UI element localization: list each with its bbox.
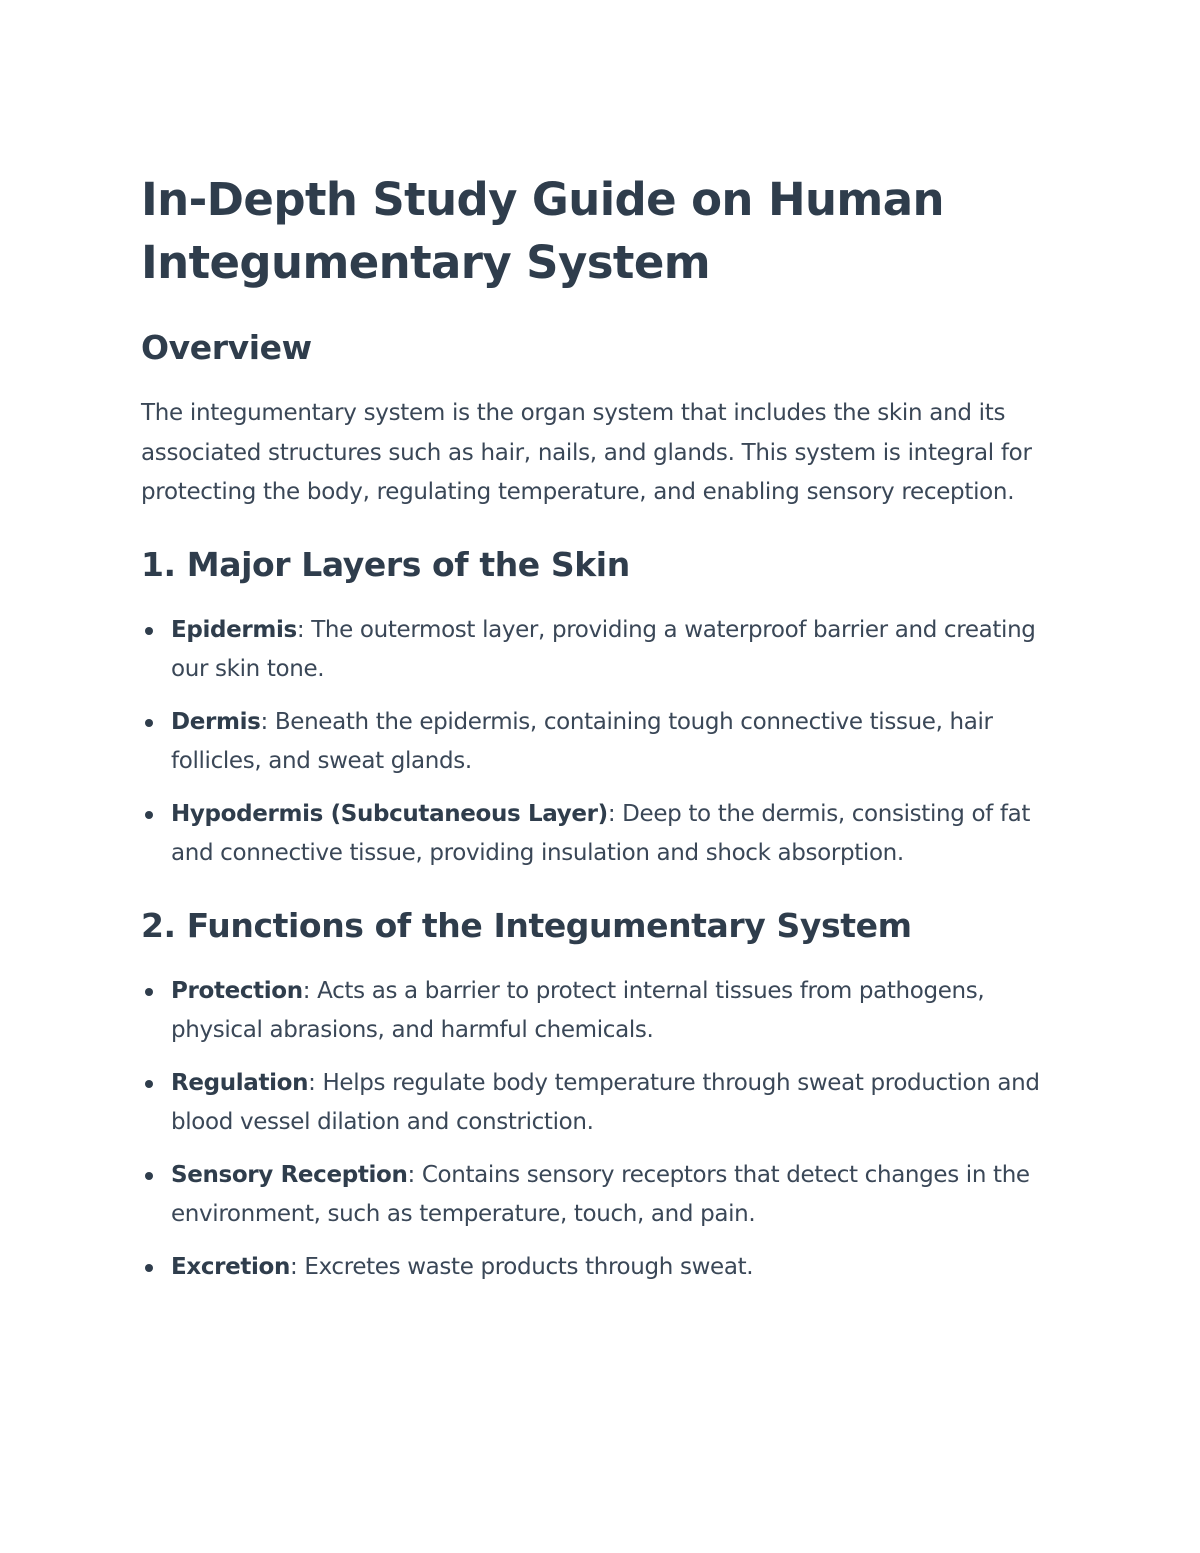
overview-heading: Overview xyxy=(141,328,312,367)
section-heading-functions: 2. Functions of the Integumentary System xyxy=(141,905,912,945)
bullet-dot xyxy=(145,811,153,819)
list-item-term: Sensory Reception xyxy=(171,1161,408,1188)
document-title xyxy=(141,168,1061,294)
bullet-dot xyxy=(145,1264,153,1272)
list-item xyxy=(141,972,1061,1051)
list-item xyxy=(141,795,1061,874)
list-item-term: Protection xyxy=(171,977,303,1004)
skin-layers-list xyxy=(141,611,1061,874)
list-item-term: Regulation xyxy=(171,1069,309,1096)
list-item-term: Excretion xyxy=(171,1253,291,1280)
bullet-dot xyxy=(145,719,153,727)
bullet-dot xyxy=(145,627,153,635)
list-item-text: : Deep to the dermis, consisting of fat and connective tissue, providing insulation and shock absorption. xyxy=(171,800,1031,866)
functions-list xyxy=(141,972,1061,1288)
list-item-text: : The outermost layer, providing a waterproof barrier and creating our skin tone. xyxy=(171,616,1036,682)
list-item-term: Epidermis xyxy=(171,616,297,643)
list-item-text: : Acts as a barrier to protect internal tissues from pathogens, physical abrasions, and harmful chemicals. xyxy=(171,977,985,1043)
document-title-line-1: In-Depth Study Guide on Human xyxy=(141,173,944,226)
list-item-text: : Beneath the epidermis, containing tough connective tissue, hair follicles, and sweat glands. xyxy=(171,708,993,774)
bullet-dot xyxy=(145,1080,153,1088)
list-item-text: : Contains sensory receptors that detect changes in the environment, such as temperature, touch, and pain. xyxy=(171,1161,1030,1227)
list-item xyxy=(141,1064,1061,1143)
list-item-text: : Excretes waste products through sweat. xyxy=(290,1253,754,1280)
section-heading-skin-layers: 1. Major Layers of the Skin xyxy=(141,544,630,584)
list-item-text: : Helps regulate body temperature through sweat production and blood vessel dilation and constriction. xyxy=(171,1069,1040,1135)
list-item-term: Hypodermis (Subcutaneous Layer) xyxy=(171,800,608,827)
list-item xyxy=(141,611,1061,690)
overview-paragraph: The integumentary system is the organ system that includes the skin and its associated structures such as hair, nails, and glands. This system is integral for protecting the body, regulating temperature, and enabling sensory reception. xyxy=(141,400,1032,505)
list-item xyxy=(141,703,1061,782)
bullet-dot xyxy=(145,988,153,996)
document-title-line-2: Integumentary System xyxy=(141,236,711,289)
list-item xyxy=(141,1156,1061,1235)
list-item-term: Dermis xyxy=(171,708,261,735)
list-item xyxy=(141,1248,1061,1288)
document-page xyxy=(141,168,1061,1287)
bullet-dot xyxy=(145,1172,153,1180)
